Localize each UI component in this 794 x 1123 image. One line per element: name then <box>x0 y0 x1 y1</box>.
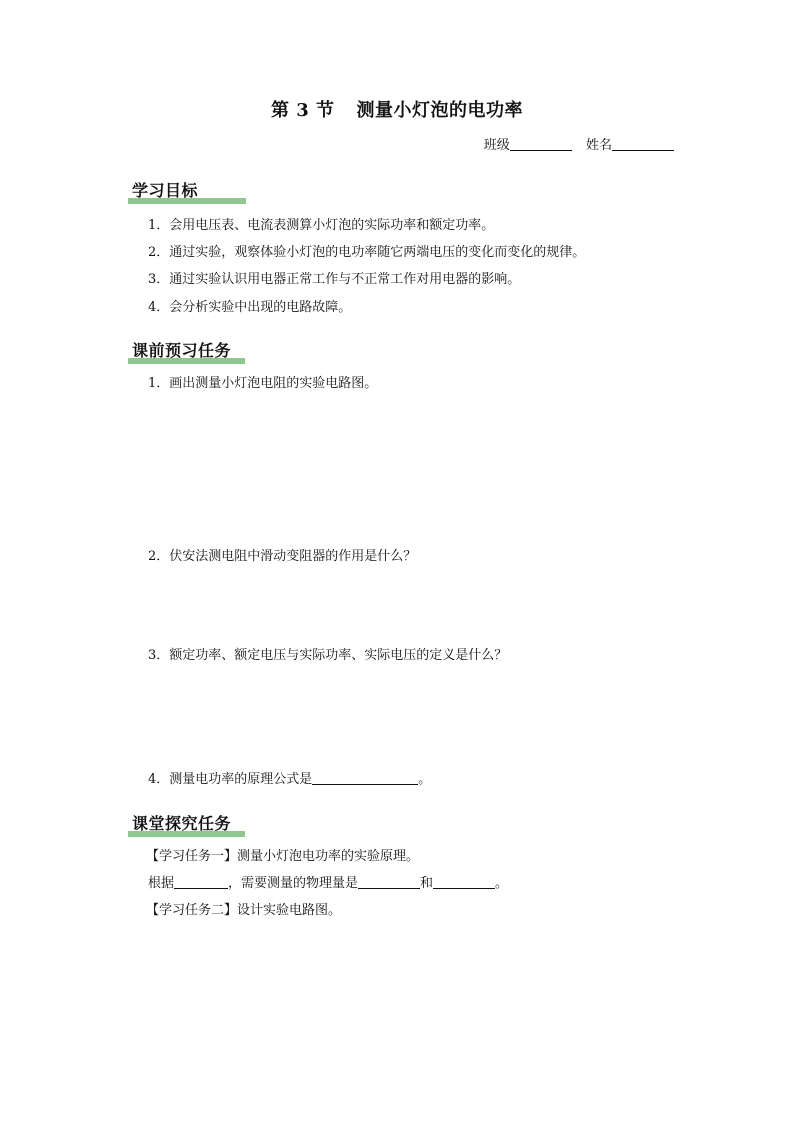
classroom-task-2: 【学习任务二】设计实验电路图。 <box>146 903 342 918</box>
preview-question-2: 2．伏安法测电阻中滑动变阻器的作用是什么？ <box>148 549 417 564</box>
goal-item-1: 1．会用电压表、电流表测算小灯泡的实际功率和额定功率。 <box>148 218 495 233</box>
class-label: 班级 <box>483 138 510 153</box>
classroom-task-1-fill: 根据 ，需要测量的物理量是 和 。 <box>148 876 509 891</box>
goal-item-2: 2．通过实验，观察体验小灯泡的电功率随它两端电压的变化而变化的规律。 <box>148 245 586 260</box>
section-heading-classroom: 课堂探究任务 <box>128 811 245 834</box>
preview-question-1: 1．画出测量小灯泡电阻的实验电路图。 <box>148 376 378 391</box>
quantity-2-blank[interactable] <box>433 874 495 889</box>
class-name-line <box>484 134 674 153</box>
formula-blank[interactable] <box>312 770 418 785</box>
quantity-1-blank[interactable] <box>358 874 420 889</box>
preview-question-4: 4．测量电功率的原理公式是 。 <box>148 772 432 787</box>
name-label: 姓名 <box>585 138 612 153</box>
section-heading-preview: 课前预习任务 <box>128 338 245 361</box>
page-title <box>0 96 794 122</box>
principle-blank[interactable] <box>174 874 228 889</box>
class-blank[interactable] <box>510 136 572 151</box>
goal-item-4: 4．会分析实验中出现的电路故障。 <box>148 300 352 315</box>
name-blank[interactable] <box>612 136 674 151</box>
preview-question-3: 3．额定功率、额定电压与实际功率、实际电压的定义是什么？ <box>148 648 508 663</box>
section-heading-goals: 学习目标 <box>128 178 246 201</box>
goal-item-3: 3．通过实验认识用电器正常工作与不正常工作对用电器的影响。 <box>148 272 521 287</box>
section-number: 第 3 节 <box>270 100 335 121</box>
classroom-task-1: 【学习任务一】测量小灯泡电功率的实验原理。 <box>146 849 420 864</box>
section-title: 测量小灯泡的电功率 <box>356 100 524 121</box>
